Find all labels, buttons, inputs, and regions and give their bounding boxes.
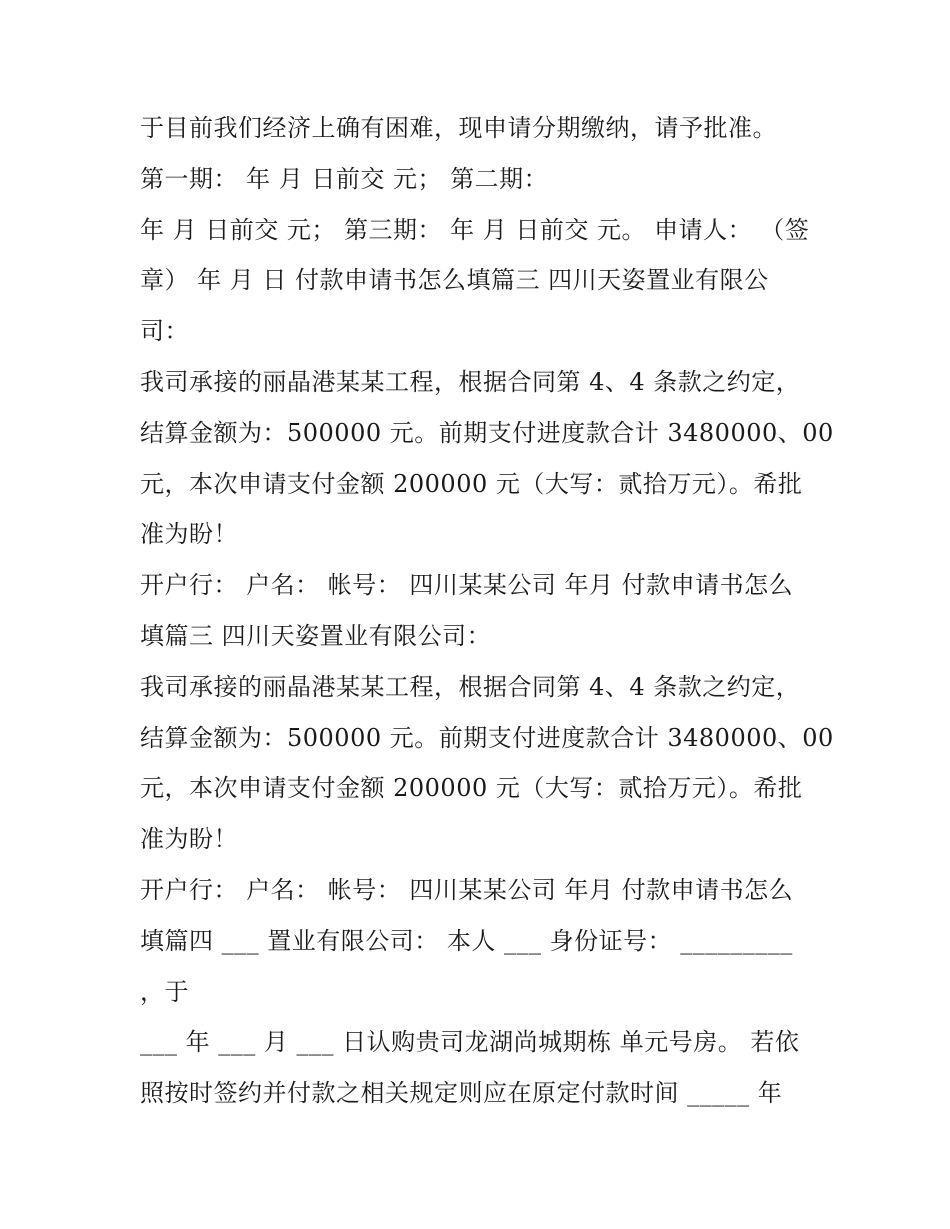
text-line: 准为盼！ (140, 825, 238, 854)
text-line: 我司承接的丽晶港某某工程，根据合同第 4、4 条款之约定， (140, 367, 801, 396)
text-line: 结算金额为：500000 元。前期支付进度款合计 3480000、00 (140, 418, 834, 447)
text-line: 年 月 日前交 元； 第三期： 年 月 日前交 元。 申请人： （签 (140, 215, 810, 244)
text-line: 司： (140, 317, 189, 346)
text-line: 照按时签约并付款之相关规定则应在原定付款时间 _____ 年 (140, 1079, 783, 1108)
text-line: 于目前我们经济上确有困难，现申请分期缴纳，请予批准。 (140, 114, 777, 142)
text-line: 元，本次申请支付金额 200000 元（大写：贰拾万元）。希批 (140, 774, 803, 803)
text-line: ，于 (140, 977, 189, 1006)
text-line: ___ 年 ___ 月 ___ 日认购贵司龙湖尚城期栋 单元号房。 若依 (140, 1028, 800, 1057)
text-line: 结算金额为：500000 元。前期支付进度款合计 3480000、00 (140, 723, 834, 752)
document-body (140, 103, 834, 1119)
text-line: 填篇三 四川天姿置业有限公司： (140, 621, 492, 650)
text-line: 开户行： 户名： 帐号： 四川某某公司 年月 付款申请书怎么 (140, 571, 794, 600)
text-line: 填篇四 ___ 置业有限公司： 本人 ___ 身份证号： _________ (140, 926, 793, 955)
text-line: 开户行： 户名： 帐号： 四川某某公司 年月 付款申请书怎么 (140, 875, 794, 904)
text-line: 第一期： 年 月 日前交 元； 第二期： (140, 164, 549, 193)
text-line: 准为盼！ (140, 520, 238, 549)
text-line: 我司承接的丽晶港某某工程，根据合同第 4、4 条款之约定， (140, 672, 801, 701)
text-line: 元，本次申请支付金额 200000 元（大写：贰拾万元）。希批 (140, 469, 803, 498)
text-line: 章） 年 月 日 付款申请书怎么填篇三 四川天姿置业有限公 (140, 266, 769, 295)
